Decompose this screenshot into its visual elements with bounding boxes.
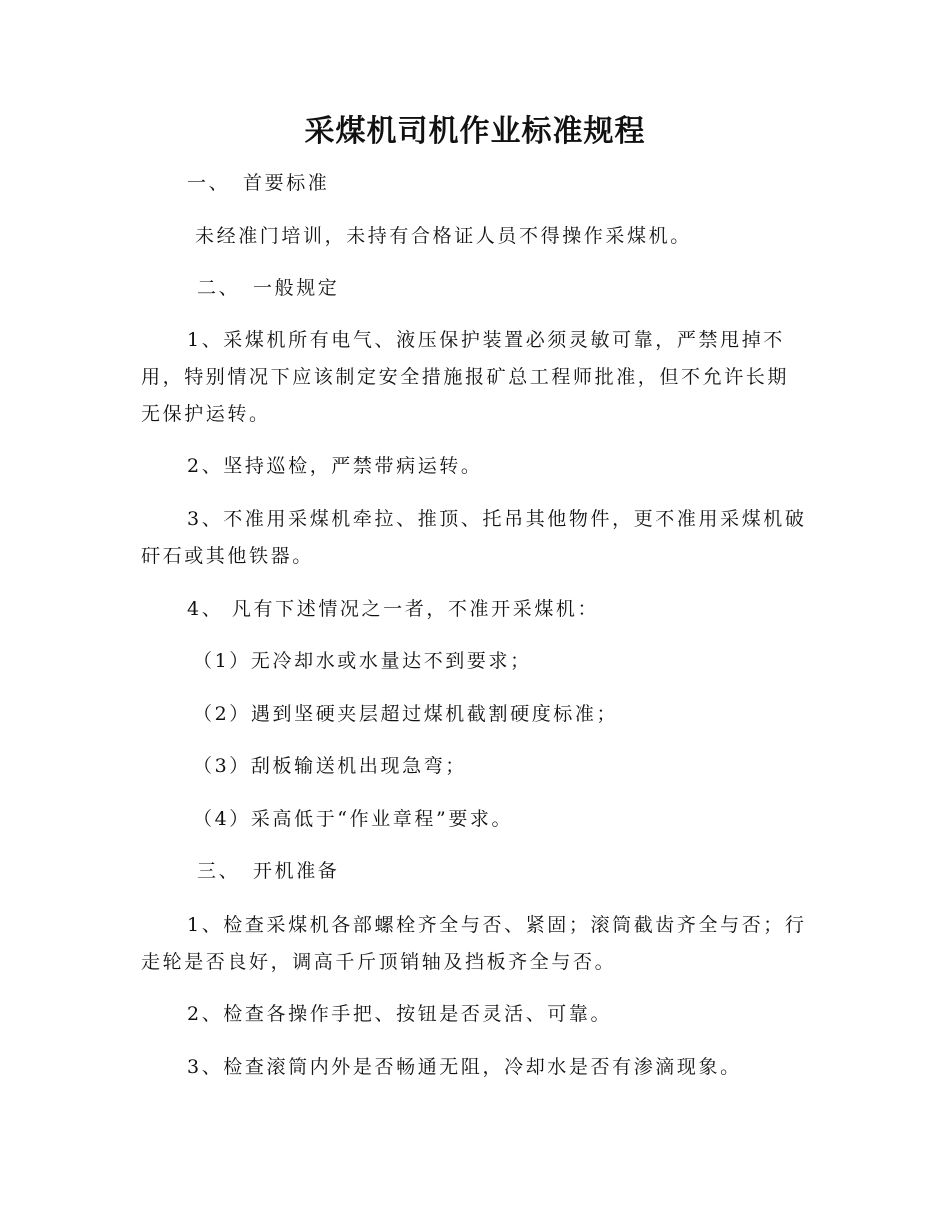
check-item: [141, 1049, 821, 1086]
paragraph-line: 4、 凡有下述情况之一者，不准开采煤机：: [187, 598, 600, 620]
rule-item: [141, 591, 821, 628]
paragraph-line: 走轮是否良好，调高千斤顶销轴及挡板齐全与否。: [141, 951, 617, 973]
paragraph-line: 1、检查采煤机各部螺栓齐全与否、紧固；滚筒截齿齐全与否；行: [187, 914, 807, 936]
rule-item: [141, 448, 821, 485]
section-heading: 一般规定: [253, 277, 340, 299]
paragraph-line: 无保护运转。: [141, 403, 271, 425]
document-title: 采煤机司机作业标准规程: [304, 114, 646, 149]
check-item: [141, 996, 821, 1033]
paragraph-line: 2、坚持巡检，严禁带病运转。: [187, 455, 483, 477]
rule-item: [141, 501, 821, 575]
condition-item: （4）采高低于“作业章程”要求。: [193, 808, 514, 830]
paragraph-line: 用，特别情况下应该制定安全措施报矿总工程师批准，但不允许长期: [141, 366, 790, 388]
condition-item: （3）刮板输送机出现急弯；: [193, 755, 467, 777]
paragraph-line: 矸石或其他铁器。: [141, 545, 314, 567]
paragraph-line: 3、不准用采煤机牵拉、推顶、托吊其他物件，更不准用采煤机破: [187, 508, 807, 530]
condition-item: （2）遇到坚硬夹层超过煤机截割硬度标准；: [193, 703, 619, 725]
section-number: 三、: [197, 860, 241, 882]
section-heading: 首要标准: [243, 172, 330, 194]
section-number: 二、: [197, 277, 241, 299]
section-paragraph: 未经准门培训，未持有合格证人员不得操作采煤机。: [195, 225, 692, 247]
section-number: 一、: [187, 172, 231, 194]
paragraph-line: 1、采煤机所有电气、液压保护装置必须灵敏可靠，严禁甩掉不: [187, 329, 785, 351]
section-heading: 开机准备: [253, 860, 340, 882]
check-item: [141, 907, 821, 981]
condition-item: （1）无冷却水或水量达不到要求；: [193, 650, 532, 672]
paragraph-line: 3、检查滚筒内外是否畅通无阻，冷却水是否有渗滴现象。: [187, 1056, 742, 1078]
rule-item: [141, 322, 821, 433]
paragraph-line: 2、检查各操作手把、按钮是否灵活、可靠。: [187, 1003, 613, 1025]
